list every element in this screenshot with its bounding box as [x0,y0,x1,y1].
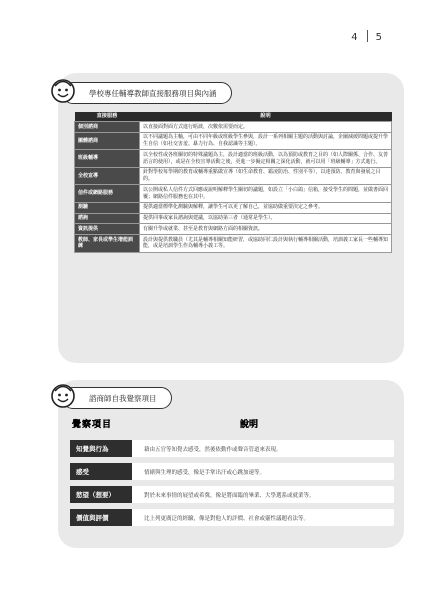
page-number-divider [367,30,368,42]
table-row [75,235,392,253]
awareness-item-label: 感受 [70,463,132,480]
service-name: 測驗 [75,202,140,213]
list-item [70,440,394,457]
awareness-item-label: 知覺與行為 [70,440,132,457]
table-row [75,185,392,203]
service-desc: 以全校性或各班關切的特殊議題為主，設計適當的班級活動，以為預防或教育之目的（如人際關係、合作、友善語言的使用），或是在全校宣導活動之後，更進一步擬定相關之深化活動，就可以用「班級輔導」方式進行。 [140,150,392,168]
self-awareness-title-pill [62,387,172,409]
services-table [74,112,392,253]
header-desc: 說明 [140,112,392,122]
list-item [70,509,394,526]
service-name: 團體諮商 [75,132,140,150]
service-name: 諮詢 [75,213,140,224]
service-desc: 提供同事或家長諮詢與建議，以協助第三者（通常是學生）。 [140,213,392,224]
service-desc: 設計與提供教職員（尤其是輔導相關知能研習，或協助同仁設計與執行輔導相關活動，培訓義工家長一些輔導知能，或是培訓學生作為輔導小義工等。 [140,235,392,253]
self-awareness-title: 諮商師自我覺察項目 [89,393,157,403]
service-desc: 以公開或私人信件方式回應或說明解釋學生關切的議題，如設立「小白鴿」信箱，接受學生的問題，並做書面回覆；網路信件服務也在其中。 [140,185,392,203]
awareness-item-desc: 比上列更廣泛的經驗，像是對他人的評價、社會或靈性議題看法等。 [144,515,310,522]
services-title-pill [62,82,232,104]
services-title: 學校專任輔導教師直接服務項目與內涵 [89,88,217,98]
page-number-right: 5 [375,32,383,43]
service-desc: 以直接面對面方式進行晤談，次數依需要而定。 [140,122,392,133]
list-item [70,463,394,480]
table-row [75,132,392,150]
service-name: 班級輔導 [75,150,140,168]
service-name: 教師、家長或學生增能訓練 [75,235,140,253]
awareness-list [70,440,394,532]
list-item [70,486,394,503]
page-number-left: 4 [351,32,359,43]
table-header-row [75,112,392,122]
awareness-item-desc: 情緒與生理的感受，像是手掌出汗或心跳加速等。 [144,469,266,476]
table-row [75,150,392,168]
service-name: 個別諮商 [75,122,140,133]
self-awareness-panel [58,380,404,548]
smiley-face-icon [49,77,77,105]
table-row [75,122,392,133]
awareness-item-label: 價值與評價 [70,509,132,526]
column-headings [58,417,404,433]
awareness-item-label: 慾望（想要） [70,486,132,503]
header-service: 直接服務 [75,112,140,122]
awareness-item-desc: 藉由五官等知覺去感受，然後依動作或聲音管道來表現。 [144,446,282,453]
awareness-item-desc: 對於未來事情的展望或希冀，像是將面臨的畢業、大學選系或就業等。 [144,492,315,499]
table-row [75,213,392,224]
table-row [75,202,392,213]
service-name: 信件或網路服務 [75,185,140,203]
services-panel [58,73,404,363]
smiley-face-icon [49,382,77,410]
service-desc: 以不同議題為主軸，可由不同年級或班級學生參與，設計一系列相關主題的活動與討論，企圖減緩問題或提升學生自信（如社交害羞、暴力行為、自我認識等主題）。 [140,132,392,150]
description-heading: 說明 [240,420,259,430]
service-desc: 提供適當標準化測驗與解釋，讓學生可以更了解自己，並協助做重要決定之參考。 [140,202,392,213]
service-name: 全校宣導 [75,167,140,185]
page-number [351,30,383,43]
table-row [75,167,392,185]
service-desc: 針對學校每學期的教育或輔導重點做宣導（如生命教育、霸凌防治、性別平等），以達預防、教育與發展之目的。 [140,167,392,185]
table-row [75,224,392,235]
awareness-items-heading: 覺察項目 [72,420,113,430]
service-name: 資訊提供 [75,224,140,235]
service-desc: 有關升學或就業、甚至是教育與網路方面的相關資訊。 [140,224,392,235]
